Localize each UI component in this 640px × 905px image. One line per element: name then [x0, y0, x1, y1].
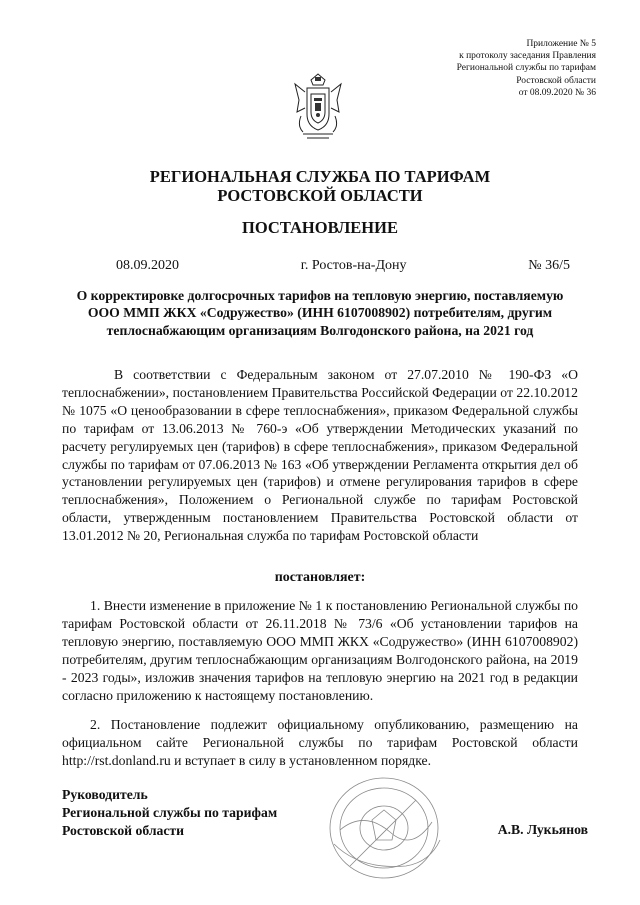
document-city: г. Ростов-на-Дону: [300, 258, 407, 273]
coat-of-arms-icon: [293, 72, 343, 142]
annex-line: Ростовской области: [516, 75, 596, 86]
official-seal-icon: [320, 770, 448, 888]
signature-title-line: Руководитель: [62, 787, 148, 802]
document-type: ПОСТАНОВЛЕНИЕ: [242, 218, 398, 237]
document-subject: О корректировке долгосрочных тарифов на тепловую энергию, поставляемую ООО ММП ЖКХ «Содружество» (ИНН 6107008902) потребителям, другим теплоснабжающим организациям Волгодонского района, на 2021 год: [76, 288, 564, 338]
document-date: 08.09.2020: [116, 258, 179, 273]
annex-reference: [457, 38, 596, 99]
annex-line: к протоколу заседания Правления: [459, 51, 596, 62]
signature-title: [62, 786, 277, 840]
resolution-keyword: постановляет:: [274, 570, 366, 585]
agency-name-line: РОСТОВСКОЙ ОБЛАСТИ: [217, 186, 423, 205]
signer-name: А.В. Лукьянов: [497, 822, 588, 837]
annex-line: от 08.09.2020 № 36: [518, 87, 596, 98]
agency-name: [0, 167, 640, 205]
annex-line: Региональной службы по тарифам: [456, 63, 596, 74]
clause-2: 2. Постановление подлежит официальному опубликованию, размещению на официальном сайте Региональной службы по тарифам Ростовской области http://rst.donland.ru и вступает в силу в установленном порядке.: [62, 717, 578, 768]
clause-1: 1. Внести изменение в приложение № 1 к постановлению Региональной службы по тарифам Ростовской области от 26.11.2018 № 73/6 «Об установлении тарифов на тепловую энергию, поставляемую ООО ММП ЖКХ «Содружество» (ИНН 6107008902) потребителям, другим теплоснабжающим организациям Волгодонского района, на 2019 - 2023 годы», изложив значения тарифов на тепловую энергию на 2021 год в редакции согласно приложению к настоящему постановлению.: [62, 598, 578, 703]
document-number: № 36/5: [528, 258, 570, 273]
signature-title-line: Региональной службы по тарифам: [62, 804, 278, 820]
agency-name-line: РЕГИОНАЛЬНАЯ СЛУЖБА ПО ТАРИФАМ: [149, 167, 491, 186]
signature-title-line: Ростовской области: [62, 822, 185, 838]
document-meta: [116, 258, 570, 274]
preamble-paragraph: В соответствии с Федеральным законом от 27.07.2010 № 190-ФЗ «О теплоснабжении», постановлением Правительства Российской Федерации от 22.10.2012 № 1075 «О ценообразовании в сфере теплоснабжения», приказом Федеральной службы по тарифам от 13.06.2013 № 760-э «Об утверждении Методических указаний по расчету регулируемых цен (тарифов) в сфере теплоснабжения», приказом Федеральной службы по тарифам от 07.06.2013 № 163 «Об утверждении Регламента открытия дел об установлении регулируемых цен (тарифов) и отмене регулирования тарифов в сфере теплоснабжения», Положением о Региональной службе по тарифам Ростовской области, утвержденным постановлением Правительства Ростовской области от 13.01.2012 № 20, Региональная служба по тарифам Ростовской области: [62, 367, 578, 544]
annex-line: Приложение № 5: [526, 39, 596, 49]
